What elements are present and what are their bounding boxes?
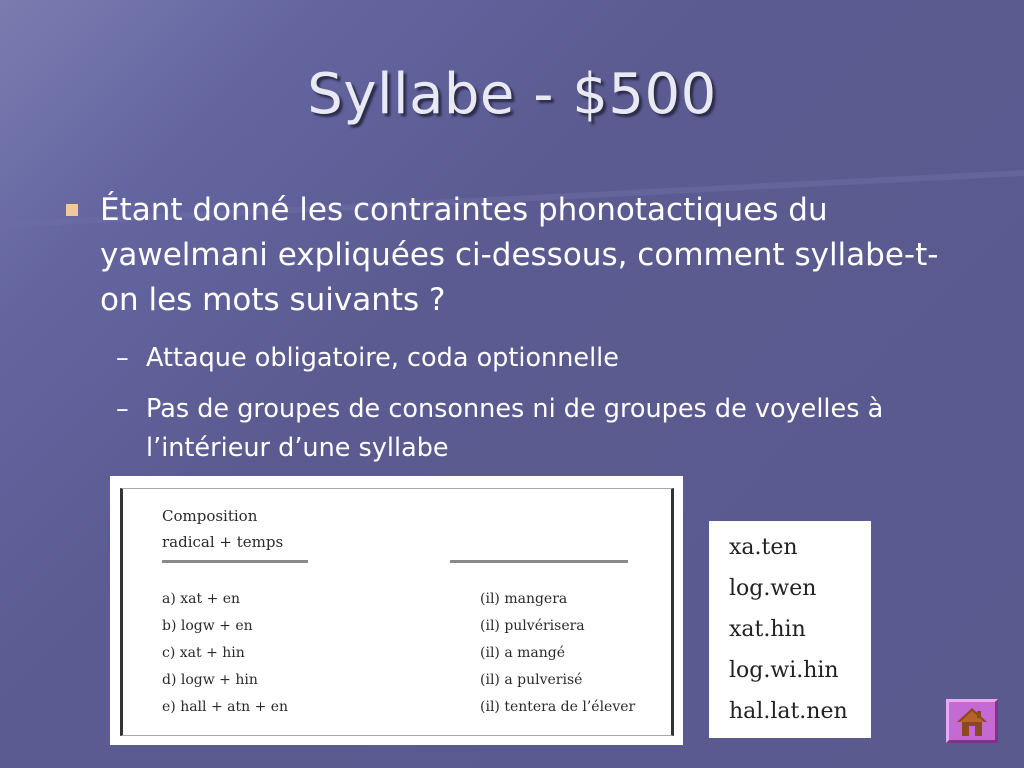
table-subheader: radical + temps	[162, 533, 284, 551]
answer-box	[709, 521, 871, 738]
bullet-square-icon	[66, 204, 78, 216]
table-cell-composition: c) xat + hin	[162, 645, 245, 661]
table-cell-composition: d) logw + hin	[162, 672, 258, 688]
composition-table	[110, 476, 683, 745]
table-cell-gloss: (il) pulvérisera	[480, 618, 585, 634]
table-cell-composition: b) logw + en	[162, 618, 253, 634]
table-header: Composition	[162, 507, 258, 525]
table-cell-composition: a) xat + en	[162, 591, 241, 607]
sub-bullet-text: Pas de groupes de consonnes ni de groupes de voyelles à l’intérieur d’une syllabe	[146, 394, 884, 463]
answer-syllabification: log.wi.hin	[729, 658, 839, 683]
table-rule	[450, 560, 628, 563]
table-cell-composition: e) hall + atn + en	[162, 699, 289, 715]
table-cell-gloss: (il) a mangé	[480, 645, 566, 661]
table-cell-gloss: (il) tentera de l’élever	[480, 699, 636, 715]
main-bullet-text: Étant donné les contraintes phonotactiques du yawelmani expliquées ci-dessous, comment syllabe-t-on les mots suivants ?	[100, 192, 939, 318]
home-icon	[955, 705, 989, 739]
answer-syllabification: hal.lat.nen	[729, 699, 848, 724]
sub-bullet-dash: –	[116, 343, 129, 373]
answer-syllabification: xat.hin	[729, 617, 806, 642]
sub-bullet-dash: –	[116, 394, 129, 424]
sub-bullet-text: Attaque obligatoire, coda optionnelle	[146, 343, 619, 373]
home-button[interactable]	[946, 699, 998, 743]
table-cell-gloss: (il) mangera	[480, 591, 568, 607]
answer-syllabification: xa.ten	[729, 535, 798, 560]
table-rule	[162, 560, 308, 563]
slide-title: Syllabe - $500	[307, 62, 717, 127]
table-cell-gloss: (il) a pulverisé	[480, 672, 583, 688]
answer-syllabification: log.wen	[729, 576, 817, 601]
